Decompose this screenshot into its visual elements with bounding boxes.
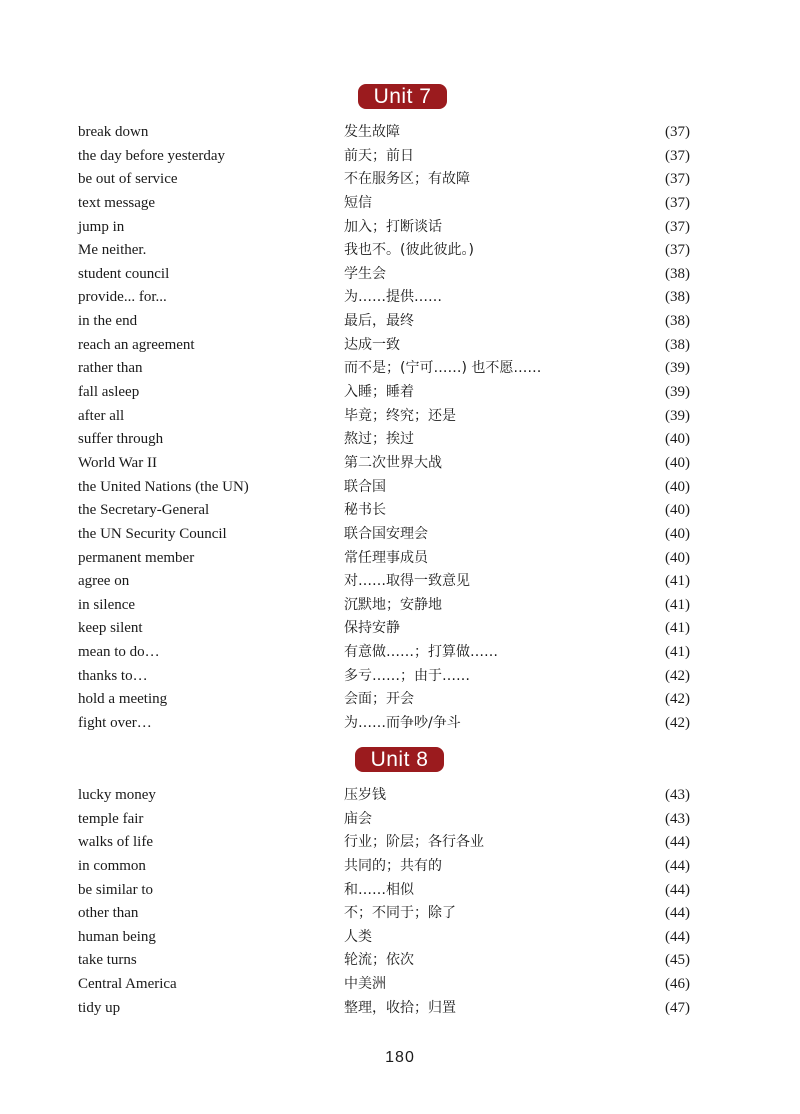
phrase-term: fall asleep <box>78 384 140 401</box>
phrase-entry <box>78 334 690 358</box>
phrase-meaning: 沉默地；安静地 <box>344 596 442 613</box>
page-reference: (39) <box>665 384 690 401</box>
phrase-entry <box>78 784 690 808</box>
phrase-term: rather than <box>78 360 143 377</box>
page-reference: (47) <box>665 999 690 1016</box>
phrase-term: the UN Security Council <box>78 525 227 542</box>
page-reference: (39) <box>665 407 690 424</box>
phrase-entry <box>78 476 690 500</box>
page-reference: (41) <box>665 596 690 613</box>
phrase-meaning: 最后，最终 <box>344 313 414 330</box>
phrase-entry <box>78 949 690 973</box>
phrase-meaning: 中美洲 <box>344 976 386 993</box>
phrase-term: in common <box>78 857 146 874</box>
page-reference: (44) <box>665 857 690 874</box>
phrase-term: provide... for... <box>78 289 167 306</box>
phrase-term: tidy up <box>78 999 121 1016</box>
unit-8-phrase-list <box>78 784 690 1020</box>
phrase-term: lucky money <box>78 787 156 803</box>
phrase-entry <box>78 286 690 310</box>
phrase-entry <box>78 712 690 736</box>
page-reference: (43) <box>665 787 690 803</box>
page-reference: (44) <box>665 905 690 922</box>
phrase-meaning: 第二次世界大战 <box>344 454 442 471</box>
phrase-meaning: 有意做……；打算做…… <box>344 644 498 661</box>
phrase-entry <box>78 879 690 903</box>
phrase-meaning: 行业；阶层；各行各业 <box>344 834 484 851</box>
phrase-entry <box>78 452 690 476</box>
page-reference: (46) <box>665 976 690 993</box>
phrase-meaning: 达成一致 <box>344 336 400 353</box>
phrase-term: thanks to… <box>78 667 148 684</box>
phrase-entry <box>78 168 690 192</box>
phrase-meaning: 熬过；挨过 <box>344 431 414 448</box>
phrase-term: take turns <box>78 952 137 969</box>
page-reference: (44) <box>665 928 690 945</box>
phrase-meaning: 会面；开会 <box>344 691 414 708</box>
phrase-meaning: 轮流；依次 <box>344 952 414 969</box>
phrase-term: student council <box>78 265 170 282</box>
phrase-entry <box>78 641 690 665</box>
phrase-entry <box>78 997 690 1021</box>
phrase-meaning: 而不是；(宁可……) 也不愿…… <box>344 360 542 377</box>
page-reference: (45) <box>665 952 690 969</box>
page-reference: (38) <box>665 336 690 353</box>
phrase-meaning: 发生故障 <box>344 124 400 140</box>
phrase-term: keep silent <box>78 620 143 637</box>
phrase-entry <box>78 192 690 216</box>
page-reference: (42) <box>665 691 690 708</box>
unit-8-heading: Unit 8 <box>355 747 444 772</box>
phrase-entry <box>78 263 690 287</box>
phrase-term: other than <box>78 905 139 922</box>
page-reference: (37) <box>665 171 690 188</box>
phrase-meaning: 多亏……；由于…… <box>344 667 470 684</box>
phrase-meaning: 毕竟；终究；还是 <box>344 407 456 424</box>
page-reference: (38) <box>665 265 690 282</box>
phrase-meaning: 不；不同于；除了 <box>344 905 456 922</box>
phrase-term: hold a meeting <box>78 691 168 708</box>
phrase-meaning: 不在服务区；有故障 <box>344 171 470 188</box>
page-reference: (38) <box>665 313 690 330</box>
page-reference: (37) <box>665 242 690 259</box>
phrase-entry <box>78 665 690 689</box>
phrase-entry <box>78 547 690 571</box>
phrase-entry <box>78 239 690 263</box>
phrase-entry <box>78 428 690 452</box>
phrase-entry <box>78 688 690 712</box>
phrase-meaning: 联合国 <box>344 478 386 495</box>
phrase-term: permanent member <box>78 549 195 566</box>
page-reference: (37) <box>665 194 690 211</box>
page-reference: (40) <box>665 549 690 566</box>
phrase-meaning: 人类 <box>344 928 372 945</box>
page-reference: (40) <box>665 502 690 519</box>
phrase-term: suffer through <box>78 431 164 448</box>
phrase-entry <box>78 499 690 523</box>
phrase-entry <box>78 973 690 997</box>
phrase-term: temple fair <box>78 810 144 827</box>
phrase-entry <box>78 570 690 594</box>
phrase-entry <box>78 808 690 832</box>
phrase-term: jump in <box>78 218 125 235</box>
phrase-meaning: 庙会 <box>344 810 372 827</box>
phrase-term: the United Nations (the UN) <box>78 478 249 495</box>
unit-7-phrase-list <box>78 121 690 736</box>
page-reference: (40) <box>665 454 690 471</box>
phrase-meaning: 和……相似 <box>344 881 414 898</box>
phrase-entry <box>78 121 690 145</box>
phrase-term: fight over… <box>78 715 152 732</box>
phrase-term: the day before yesterday <box>78 147 226 164</box>
page-reference: (41) <box>665 620 690 637</box>
phrase-meaning: 为……提供…… <box>344 289 442 306</box>
phrase-term: break down <box>78 124 149 140</box>
phrase-meaning: 对……取得一致意见 <box>344 573 470 590</box>
page-reference: (40) <box>665 478 690 495</box>
phrase-term: reach an agreement <box>78 336 195 353</box>
phrase-entry <box>78 523 690 547</box>
page-reference: (37) <box>665 124 690 140</box>
phrase-term: be out of service <box>78 171 178 188</box>
phrase-entry <box>78 357 690 381</box>
phrase-term: walks of life <box>78 834 153 851</box>
unit-7-heading: Unit 7 <box>358 84 447 109</box>
phrase-meaning: 共同的；共有的 <box>344 857 442 874</box>
phrase-meaning: 为……而争吵/争斗 <box>344 715 461 732</box>
phrase-term: in the end <box>78 313 138 330</box>
page-reference: (42) <box>665 667 690 684</box>
phrase-meaning: 整理，收拾；归置 <box>344 999 456 1016</box>
phrase-term: after all <box>78 407 125 424</box>
phrase-term: text message <box>78 194 156 211</box>
page-reference: (41) <box>665 644 690 661</box>
phrase-term: Me neither. <box>78 242 147 259</box>
phrase-entry <box>78 310 690 334</box>
page-reference: (44) <box>665 834 690 851</box>
page-reference: (43) <box>665 810 690 827</box>
phrase-meaning: 联合国安理会 <box>344 525 428 542</box>
page-reference: (41) <box>665 573 690 590</box>
phrase-entry <box>78 831 690 855</box>
phrase-term: agree on <box>78 573 130 590</box>
phrase-meaning: 加入；打断谈话 <box>344 218 442 235</box>
phrase-entry <box>78 381 690 405</box>
phrase-term: mean to do… <box>78 644 160 661</box>
phrase-term: be similar to <box>78 881 153 898</box>
phrase-meaning: 常任理事成员 <box>344 549 428 566</box>
phrase-meaning: 入睡；睡着 <box>344 384 414 401</box>
phrase-meaning: 保持安静 <box>344 620 400 637</box>
page-reference: (42) <box>665 715 690 732</box>
phrase-entry <box>78 216 690 240</box>
page-number: 180 <box>385 1049 415 1066</box>
phrase-entry <box>78 594 690 618</box>
phrase-term: World War II <box>78 454 157 471</box>
phrase-entry <box>78 902 690 926</box>
page-reference: (37) <box>665 218 690 235</box>
phrase-meaning: 前天；前日 <box>344 147 414 164</box>
phrase-entry <box>78 926 690 950</box>
phrase-meaning: 学生会 <box>344 265 386 282</box>
phrase-term: human being <box>78 928 156 945</box>
page-reference: (40) <box>665 525 690 542</box>
phrase-term: in silence <box>78 596 136 613</box>
phrase-term: the Secretary-General <box>78 502 210 519</box>
phrase-meaning: 我也不。(彼此彼此。) <box>344 242 474 259</box>
phrase-meaning: 短信 <box>344 194 372 211</box>
page-reference: (37) <box>665 147 690 164</box>
page-reference: (39) <box>665 360 690 377</box>
phrase-meaning: 秘书长 <box>344 502 386 519</box>
phrase-entry <box>78 145 690 169</box>
page-reference: (38) <box>665 289 690 306</box>
phrase-term: Central America <box>78 976 177 993</box>
phrase-meaning: 压岁钱 <box>344 787 386 803</box>
page-reference: (44) <box>665 881 690 898</box>
phrase-entry <box>78 405 690 429</box>
page-reference: (40) <box>665 431 690 448</box>
phrase-entry <box>78 855 690 879</box>
phrase-entry <box>78 617 690 641</box>
